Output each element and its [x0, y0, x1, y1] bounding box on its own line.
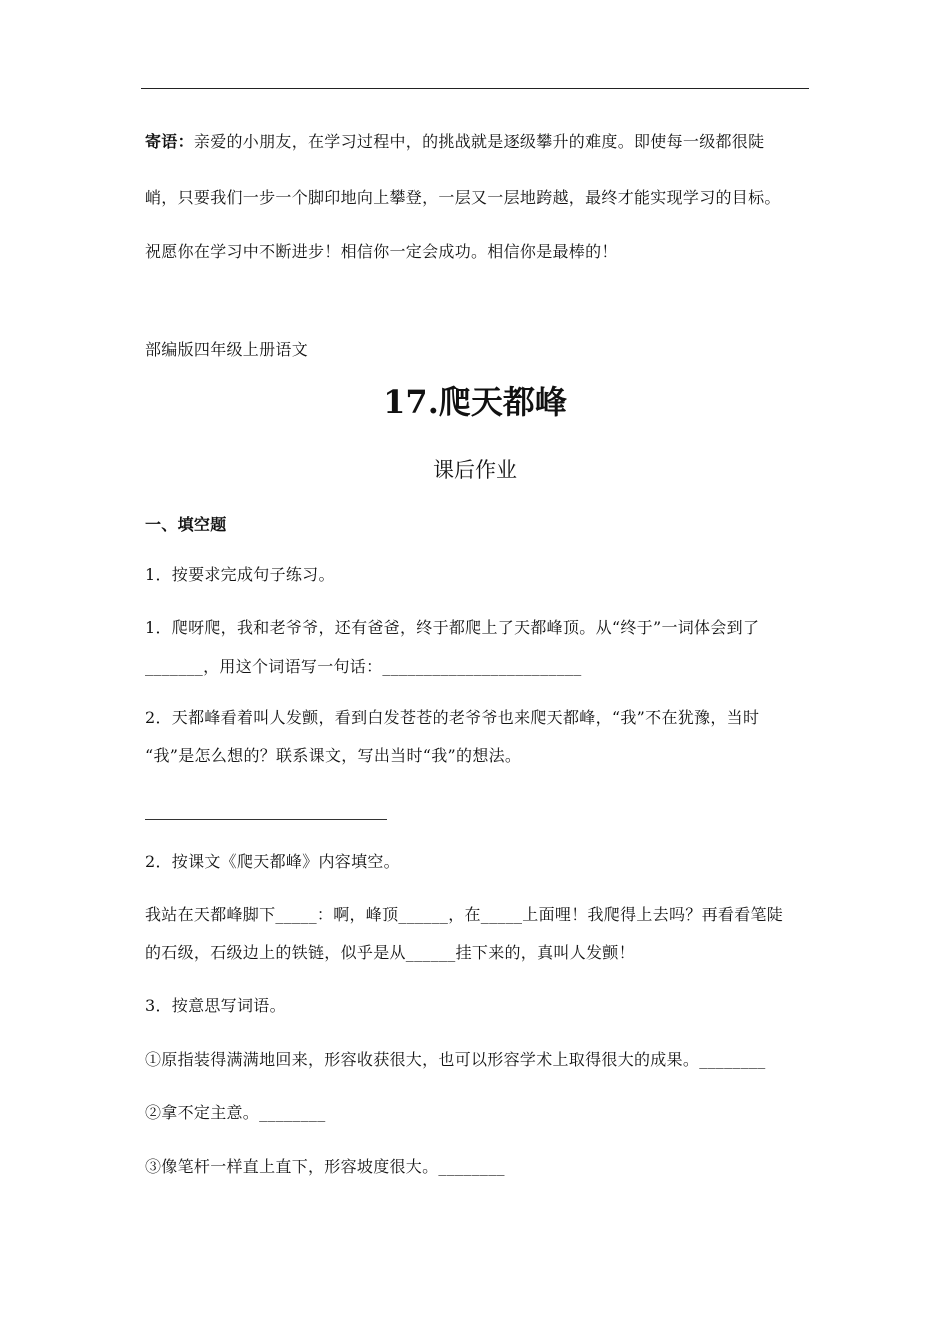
answer-line — [145, 819, 387, 820]
q1-sub2-line1: 2．天都峰看着叫人发颤，看到白发苍苍的老爷爷也来爬天都峰，“我”不在犹豫，当时 — [145, 708, 760, 727]
q3-item-3: ③像笔杆一样直上直下，形容坡度很大。________ — [145, 1157, 505, 1176]
q2-line1: 我站在天都峰脚下_____：啊，峰顶______，在_____上面哩！我爬得上去吗？再看看笔陡 — [145, 905, 784, 924]
q1-prompt: 1．按要求完成句子练习。 — [145, 565, 335, 584]
q1-sub1-line2: _______，用这个词语写一句话：________________________ — [145, 657, 582, 676]
intro-label: 寄语： — [145, 132, 194, 151]
header-rule — [141, 88, 809, 89]
series-label: 部编版四年级上册语文 — [145, 340, 309, 359]
section-heading: 一、填空题 — [145, 515, 227, 534]
intro-line-2: 峭，只要我们一步一个脚印地向上攀登，一层又一层地跨越，最终才能实现学习的目标。 — [145, 188, 781, 207]
intro-line-3: 祝愿你在学习中不断进步！相信你一定会成功。相信你是最棒的！ — [145, 242, 618, 261]
q2-prompt: 2．按课文《爬天都峰》内容填空。 — [145, 852, 400, 871]
intro-line-1 — [145, 131, 764, 153]
page-title: 17.爬天都峰 — [383, 383, 567, 421]
q3-prompt: 3．按意思写词语。 — [145, 996, 286, 1015]
q3-item-2: ②拿不定主意。________ — [145, 1103, 326, 1122]
intro-text-1: 亲爱的小朋友，在学习过程中，的挑战就是逐级攀升的难度。即使每一级都很陡 — [193, 132, 765, 151]
q1-sub2-line2: “我”是怎么想的？联系课文，写出当时“我”的想法。 — [145, 746, 522, 765]
q1-sub1-line1: 1．爬呀爬，我和老爷爷，还有爸爸，终于都爬上了天都峰顶。从“终于”一词体会到了 — [145, 618, 760, 637]
q3-item-1: ①原指装得满满地回来，形容收获很大，也可以形容学术上取得很大的成果。________ — [145, 1050, 766, 1069]
q2-line2: 的石级，石级边上的铁链，似乎是从______挂下来的，真叫人发颤！ — [145, 943, 635, 962]
page-subtitle: 课后作业 — [433, 458, 517, 482]
